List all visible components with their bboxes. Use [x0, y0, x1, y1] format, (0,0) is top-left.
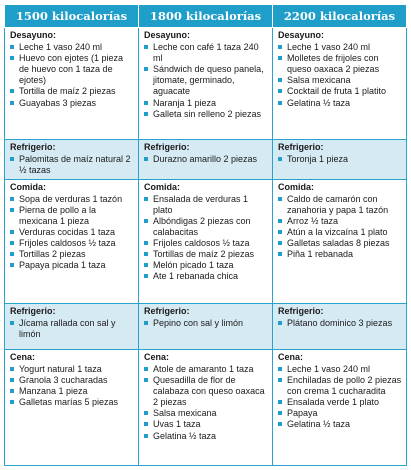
food-item: Sopa de verduras 1 tazón — [10, 194, 135, 205]
meal-label: Refrigerio: — [144, 141, 190, 152]
food-list — [10, 194, 135, 272]
food-item: Ensalada verde 1 plato — [278, 397, 403, 408]
food-item: Frijoles caldosos ½ taza — [144, 238, 269, 249]
food-item: Enchiladas de pollo 2 piezas con crema 1 cucharadita — [278, 375, 403, 397]
meal-label: Desayuno: — [144, 30, 191, 40]
food-item: Gelatina ½ taza — [144, 431, 269, 442]
food-item: Plátano dominico 3 piezas — [278, 318, 403, 329]
food-item: Tortillas 2 piezas — [10, 249, 135, 260]
meal-cell-1800 — [139, 139, 273, 179]
meal-cell-2200 — [273, 304, 407, 350]
meal-label: Refrigerio: — [278, 141, 324, 152]
header-row — [5, 5, 407, 28]
meal-label: Comida: — [278, 181, 314, 192]
food-list — [10, 154, 135, 176]
meal-cell-1800 — [139, 349, 273, 465]
food-item: Papaya picada 1 taza — [10, 260, 135, 271]
meal-label: Desayuno: — [10, 30, 57, 40]
food-list — [144, 42, 269, 120]
food-list — [278, 364, 403, 431]
food-item: Uvas 1 taza — [144, 419, 269, 430]
meal-cell-1500 — [5, 349, 139, 465]
food-list — [10, 364, 135, 408]
meal-cell-1500 — [5, 28, 139, 140]
food-item: Pepino con sal y limón — [144, 318, 269, 329]
food-item: Gelatina ½ taza — [278, 98, 403, 109]
food-item: Galletas marías 5 piezas — [10, 397, 135, 408]
meal-cell-2200 — [273, 349, 407, 465]
food-list — [144, 364, 269, 442]
food-item: Naranja 1 pieza — [144, 98, 269, 109]
food-item: Frijoles caldosos ½ taza — [10, 238, 135, 249]
food-item: Quesadilla de flor de calabaza con queso oaxaca 2 piezas — [144, 375, 269, 408]
food-item: Gelatina ½ taza — [278, 419, 403, 430]
meal-label: Comida: — [10, 181, 46, 192]
food-item: Arroz ½ taza — [278, 216, 403, 227]
breakfast-row — [5, 28, 407, 140]
food-item: Pierna de pollo a la mexicana 1 pieza — [10, 205, 135, 227]
food-item: Palomitas de maíz natural 2 ½ tazas — [10, 154, 135, 176]
food-item: Huevo con ejotes (1 pieza de huevo con 1 taza de ejotes) — [10, 53, 135, 86]
food-list — [278, 318, 403, 329]
meal-plan-table — [4, 4, 407, 466]
food-list — [10, 318, 135, 340]
food-list — [278, 42, 403, 109]
dinner-row — [5, 349, 407, 465]
meal-label: Comida: — [144, 181, 180, 192]
lunch-row — [5, 179, 407, 304]
meal-cell-1500 — [5, 304, 139, 350]
meal-cell-1500 — [5, 179, 139, 304]
food-item: Sándwich de queso panela, jitomate, germinado, aguacate — [144, 64, 269, 97]
food-item: Durazno amarillo 2 piezas — [144, 154, 269, 165]
food-item: Albóndigas 2 piezas con calabacitas — [144, 216, 269, 238]
food-item: Leche 1 vaso 240 ml — [278, 42, 403, 53]
food-item: Salsa mexicana — [144, 408, 269, 419]
food-item: Papaya — [278, 408, 403, 419]
food-item: Leche 1 vaso 240 ml — [278, 364, 403, 375]
food-item: Yogurt natural 1 taza — [10, 364, 135, 375]
meal-label: Refrigerio: — [10, 306, 56, 317]
food-item: Granola 3 cucharadas — [10, 375, 135, 386]
meal-cell-1500 — [5, 139, 139, 179]
meal-label: Refrigerio: — [144, 306, 190, 317]
food-item: Galleta sin relleno 2 piezas — [144, 109, 269, 120]
meal-cell-2200 — [273, 139, 407, 179]
food-list — [10, 42, 135, 109]
food-item: Melón picado 1 taza — [144, 260, 269, 271]
food-item: Toronja 1 pieza — [278, 154, 403, 165]
food-item: Leche 1 vaso 240 ml — [10, 42, 135, 53]
food-item: Piña 1 rebanada — [278, 249, 403, 260]
food-item: Ate 1 rebanada chica — [144, 271, 269, 282]
food-item: Guayabas 3 piezas — [10, 98, 135, 109]
food-list — [144, 318, 269, 329]
snack-row-1 — [5, 139, 407, 179]
food-item: Leche con café 1 taza 240 ml — [144, 42, 269, 64]
meal-cell-2200 — [273, 28, 407, 140]
food-list — [144, 154, 269, 165]
food-item: Atole de amaranto 1 taza — [144, 364, 269, 375]
meal-label: Cena: — [144, 351, 170, 362]
food-item: Jícama rallada con sal y limón — [10, 318, 135, 340]
meal-label: Refrigerio: — [278, 306, 324, 317]
meal-cell-1800 — [139, 28, 273, 140]
food-item: Galletas saladas 8 piezas — [278, 238, 403, 249]
food-item: Caldo de camarón con zanahoria y papa 1 tazón — [278, 194, 403, 216]
meal-label: Cena: — [10, 351, 36, 362]
food-item: Tortilla de maíz 2 piezas — [10, 86, 135, 97]
food-item: Verduras cocidas 1 taza — [10, 227, 135, 238]
food-item: Salsa mexicana — [278, 75, 403, 86]
snack-row-2 — [5, 304, 407, 350]
meal-label: Refrigerio: — [10, 141, 56, 152]
meal-label: Desayuno: — [278, 30, 325, 40]
meal-cell-2200 — [273, 179, 407, 304]
food-item: Molletes de frijoles con queso oaxaca 2 piezas — [278, 53, 403, 75]
meal-label: Cena: — [278, 351, 304, 362]
food-item: Ensalada de verduras 1 plato — [144, 194, 269, 216]
meal-cell-1800 — [139, 304, 273, 350]
food-list — [144, 194, 269, 283]
food-item: Manzana 1 pieza — [10, 386, 135, 397]
header-2200-kcal: 2200 kilocalorías — [273, 5, 407, 28]
food-item: Atún a la vizcaína 1 plato — [278, 227, 403, 238]
food-item: Tortillas de maíz 2 piezas — [144, 249, 269, 260]
meal-cell-1800 — [139, 179, 273, 304]
header-1500-kcal: 1500 kilocalorías — [5, 5, 139, 28]
food-item: Cocktail de fruta 1 platito — [278, 86, 403, 97]
header-1800-kcal: 1800 kilocalorías — [139, 5, 273, 28]
food-list — [278, 194, 403, 261]
food-list — [278, 154, 403, 165]
